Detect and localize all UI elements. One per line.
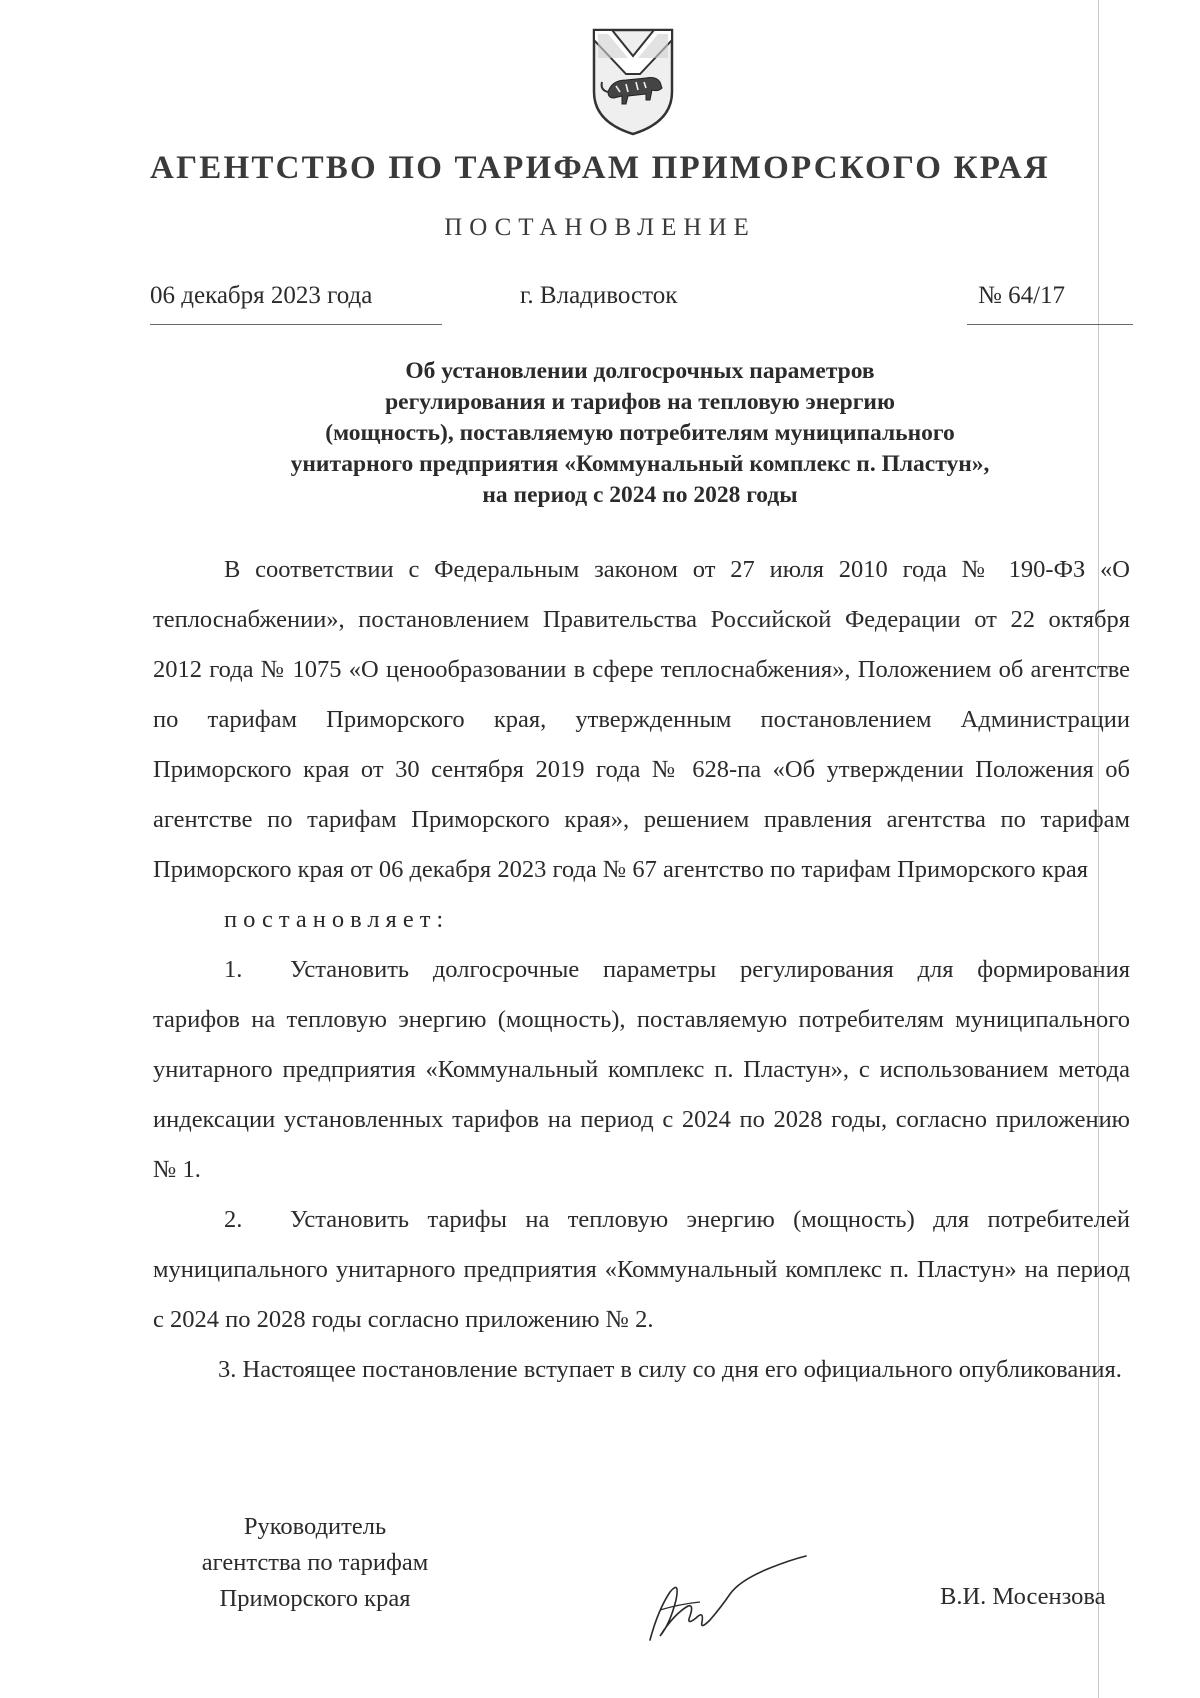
document-number: № 64/17 [978,282,1066,309]
handwritten-signature [630,1540,810,1650]
position-line: Приморского края [219,1585,411,1612]
item-paragraph-2 [153,1195,1130,1345]
document-type: ПОСТАНОВЛЕНИЕ [444,214,756,241]
coat-of-arms-icon [588,26,678,138]
document-body [153,545,1130,1395]
document-city: г. Владивосток [520,282,678,309]
subject-line: регулирования и тарифов на тепловую энергию [385,389,895,415]
item-number: 1. [224,956,243,983]
signatory-name: В.И. Мосензова [940,1583,1106,1610]
date-underline [150,324,442,325]
subject-line: унитарного предприятия «Коммунальный комплекс п. Пластун», [290,451,990,477]
item-paragraph-1 [153,945,1130,1195]
subject-line: (мощность), поставляемую потребителям муниципального [325,420,955,446]
signatory-position [175,1509,455,1617]
preamble-paragraph [153,545,1130,945]
item-number: 2. [224,1206,243,1233]
item-number: 3. [218,1356,237,1383]
position-line: Руководитель [243,1513,387,1540]
position-line: агентства по тарифам [201,1549,429,1576]
item-paragraph-3 [153,1345,1130,1395]
preamble-text: В соответствии с Федеральным законом от 27 июля 2010 года № 190-ФЗ «О теплоснабжении», постановлением Правительства Российской Федерации от 22 октября 2012 года № 1075 «О ценообразовании в сфере теплоснабжения», Положением об агентстве по тарифам Приморского края, утвержденным постановлением Администрации Приморского края от 30 сентября 2019 года № 628-па «Об утверждении Положения об агентстве по тарифам Приморского края», решением правления агентства по тарифам Приморского края от 06 декабря 2023 года № 67 агентство по тарифам Приморского края [153,556,1130,883]
number-underline [967,324,1133,325]
document-subject [150,356,1130,511]
item-text: Установить долгосрочные параметры регулирования для формирования тарифов на тепловую энергию (мощность), поставляемую потребителям муниципального унитарного предприятия «Коммунальный комплекс п. Пластун», с использованием метода индексации установленных тарифов на период с 2024 по 2028 годы, согласно приложению № 1. [153,956,1130,1183]
item-text: Настоящее постановление вступает в силу со дня его официального опубликования. [242,1356,1122,1383]
decree-word: постановляет: [224,906,450,933]
subject-line: на период с 2024 по 2028 годы [482,482,798,508]
document-date: 06 декабря 2023 года [150,282,373,309]
subject-line: Об установлении долгосрочных параметров [405,358,875,384]
agency-name: АГЕНТСТВО ПО ТАРИФАМ ПРИМОРСКОГО КРАЯ [150,150,1050,186]
item-text: Установить тарифы на тепловую энергию (мощность) для потребителей муниципального унитарного предприятия «Коммунальный комплекс п. Пластун» на период с 2024 по 2028 годы согласно приложению № 2. [153,1206,1130,1333]
